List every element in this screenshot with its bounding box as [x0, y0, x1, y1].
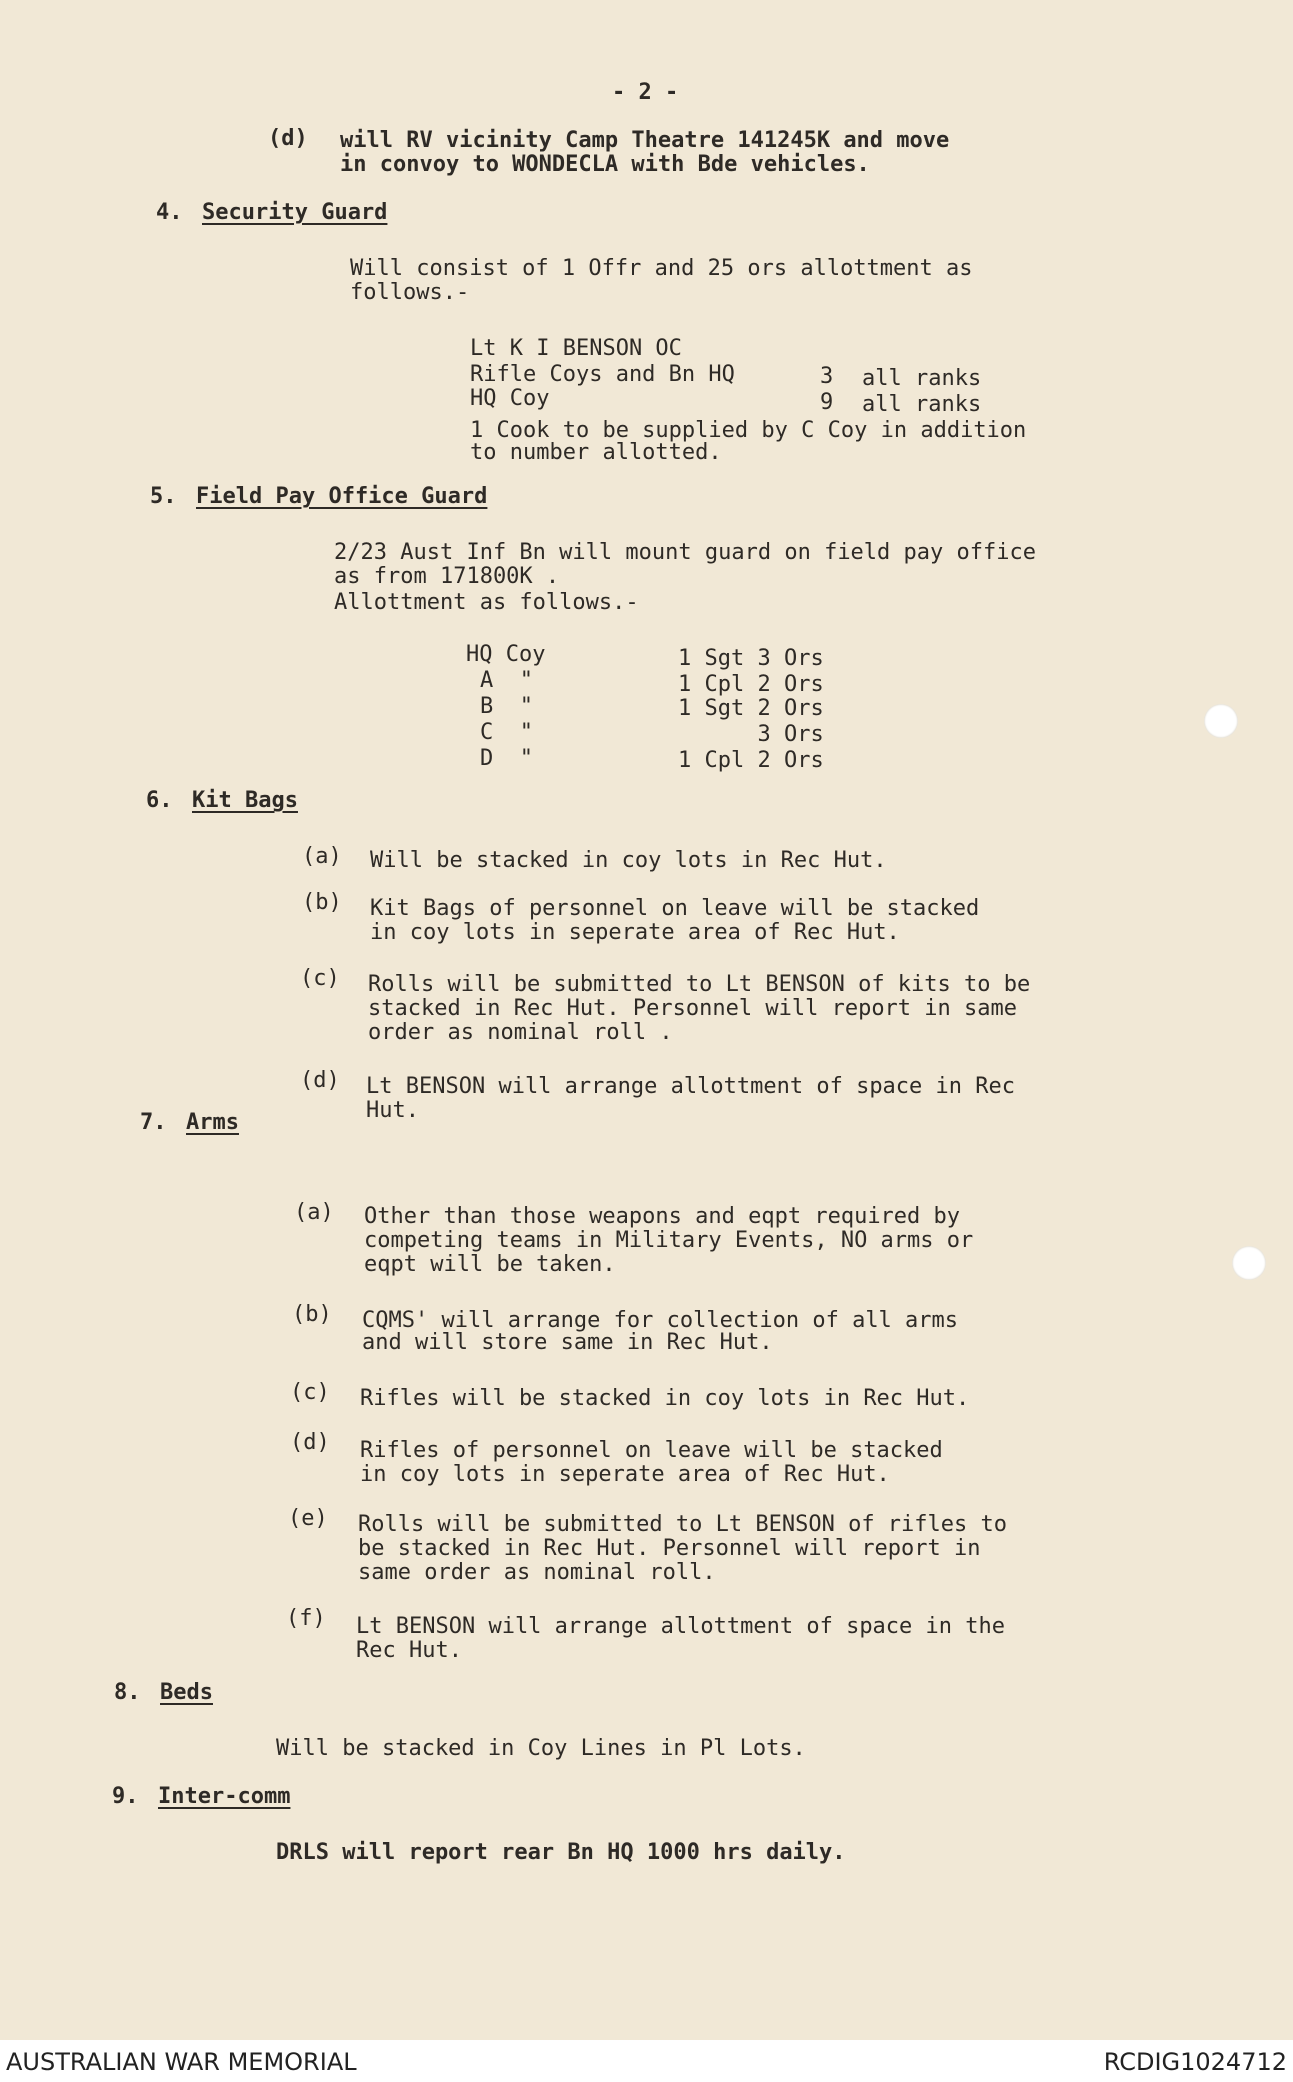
section-7-item-line: and will store same in Rec Hut.	[362, 1330, 773, 1355]
section-6-item-line: Hut.	[366, 1098, 419, 1123]
section-5-detail: 1 Sgt 2 Ors	[678, 696, 824, 721]
section-5-intro-3: Allottment as follows.-	[334, 590, 639, 615]
section-4-note-2: to number allotted.	[470, 440, 722, 465]
section-4-intro-1: Will consist of 1 Offr and 25 ors allottment as	[350, 256, 973, 281]
punch-hole	[1232, 1246, 1266, 1280]
section-4-row-text: all ranks	[862, 392, 982, 417]
section-7-item-line: same order as nominal roll.	[358, 1560, 716, 1585]
section-5-intro-1: 2/23 Aust Inf Bn will mount guard on field pay office	[334, 540, 1036, 565]
section-7-item-line: be stacked in Rec Hut. Personnel will report in	[358, 1536, 981, 1561]
section-5-coy: C "	[480, 720, 533, 745]
section-7-item-label: (d)	[290, 1430, 330, 1455]
section-7-item-line: Rifles of personnel on leave will be stacked	[360, 1438, 943, 1463]
section-5-number: 5.	[150, 484, 177, 509]
punch-hole	[1204, 704, 1238, 738]
section-6-item-line: Kit Bags of personnel on leave will be stacked	[370, 896, 980, 921]
section-6-heading: Kit Bags	[192, 788, 298, 813]
para-3d-line-1: will RV vicinity Camp Theatre 141245K and move	[340, 128, 950, 153]
section-7-item-line: CQMS' will arrange for collection of all arms	[362, 1308, 959, 1333]
section-6-item-line: order as nominal roll .	[368, 1020, 673, 1045]
section-5-detail: 1 Cpl 2 Ors	[678, 672, 824, 697]
section-8-text: Will be stacked in Coy Lines in Pl Lots.	[276, 1736, 806, 1761]
section-5-detail: 1 Cpl 2 Ors	[678, 748, 824, 773]
section-4-row-label: HQ Coy	[470, 386, 550, 411]
section-4-note-1: 1 Cook to be supplied by C Coy in addition	[470, 418, 1027, 443]
section-4-row-number: 3	[820, 364, 834, 389]
section-7-item-line: competing teams in Military Events, NO arms or	[364, 1228, 974, 1253]
section-9-heading: Inter-comm	[158, 1784, 291, 1809]
section-8-heading: Beds	[160, 1680, 213, 1705]
section-5-heading: Field Pay Office Guard	[196, 484, 488, 509]
section-5-coy: B "	[480, 694, 533, 719]
section-4-row-number: 9	[820, 390, 834, 415]
section-4-row-label: Rifle Coys and Bn HQ	[470, 362, 735, 387]
section-6-item-line: stacked in Rec Hut. Personnel will report in same	[368, 996, 1018, 1021]
section-7-item-line: eqpt will be taken.	[364, 1252, 616, 1277]
footer-source: AUSTRALIAN WAR MEMORIAL	[6, 2048, 357, 2076]
para-3d-label: (d)	[268, 126, 308, 151]
section-4-row-label: Lt K I BENSON OC	[470, 336, 682, 361]
footer-reference: RCDIG1024712	[1103, 2048, 1287, 2076]
section-5-detail: 3 Ors	[678, 722, 824, 747]
section-7-heading: Arms	[186, 1110, 239, 1135]
section-6-item-label: (c)	[300, 966, 340, 991]
section-7-item-line: Rec Hut.	[356, 1638, 462, 1663]
section-7-item-label: (a)	[294, 1200, 334, 1225]
section-7-item-line: in coy lots in seperate area of Rec Hut.	[360, 1462, 890, 1487]
section-6-item-label: (a)	[302, 844, 342, 869]
section-7-item-line: Other than those weapons and eqpt required by	[364, 1204, 961, 1229]
section-7-item-label: (c)	[290, 1380, 330, 1405]
section-7-item-label: (b)	[292, 1302, 332, 1327]
section-5-coy: HQ Coy	[466, 642, 546, 667]
section-7-item-line: Rolls will be submitted to Lt BENSON of rifles to	[358, 1512, 1008, 1537]
section-8-number: 8.	[114, 1680, 141, 1705]
section-9-number: 9.	[112, 1784, 139, 1809]
page-number: - 2 -	[612, 80, 679, 105]
section-4-row-text: all ranks	[862, 366, 982, 391]
section-5-detail: 1 Sgt 3 Ors	[678, 646, 824, 671]
section-6-item-line: Lt BENSON will arrange allottment of space in Rec	[366, 1074, 1016, 1099]
section-6-number: 6.	[146, 788, 173, 813]
section-6-item-label: (d)	[300, 1068, 340, 1093]
section-7-item-label: (f)	[286, 1606, 326, 1631]
section-4-heading: Security Guard	[202, 200, 388, 225]
section-6-item-line: in coy lots in seperate area of Rec Hut.	[370, 920, 900, 945]
section-5-coy: D "	[480, 746, 533, 771]
section-6-item-line: Rolls will be submitted to Lt BENSON of kits to be	[368, 972, 1031, 997]
section-6-item-label: (b)	[302, 890, 342, 915]
section-9-text: DRLS will report rear Bn HQ 1000 hrs daily.	[276, 1840, 846, 1865]
section-5-intro-2: as from 171800K .	[334, 564, 560, 589]
section-4-intro-2: follows.-	[350, 280, 470, 305]
section-7-item-line: Rifles will be stacked in coy lots in Rec Hut.	[360, 1386, 970, 1411]
para-3d-line-2: in convoy to WONDECLA with Bde vehicles.	[340, 152, 870, 177]
section-6-item-line: Will be stacked in coy lots in Rec Hut.	[370, 848, 887, 873]
section-7-item-line: Lt BENSON will arrange allottment of space in the	[356, 1614, 1006, 1639]
section-7-item-label: (e)	[288, 1506, 328, 1531]
section-4-number: 4.	[156, 200, 183, 225]
section-5-coy: A "	[480, 668, 533, 693]
section-7-number: 7.	[140, 1110, 167, 1135]
